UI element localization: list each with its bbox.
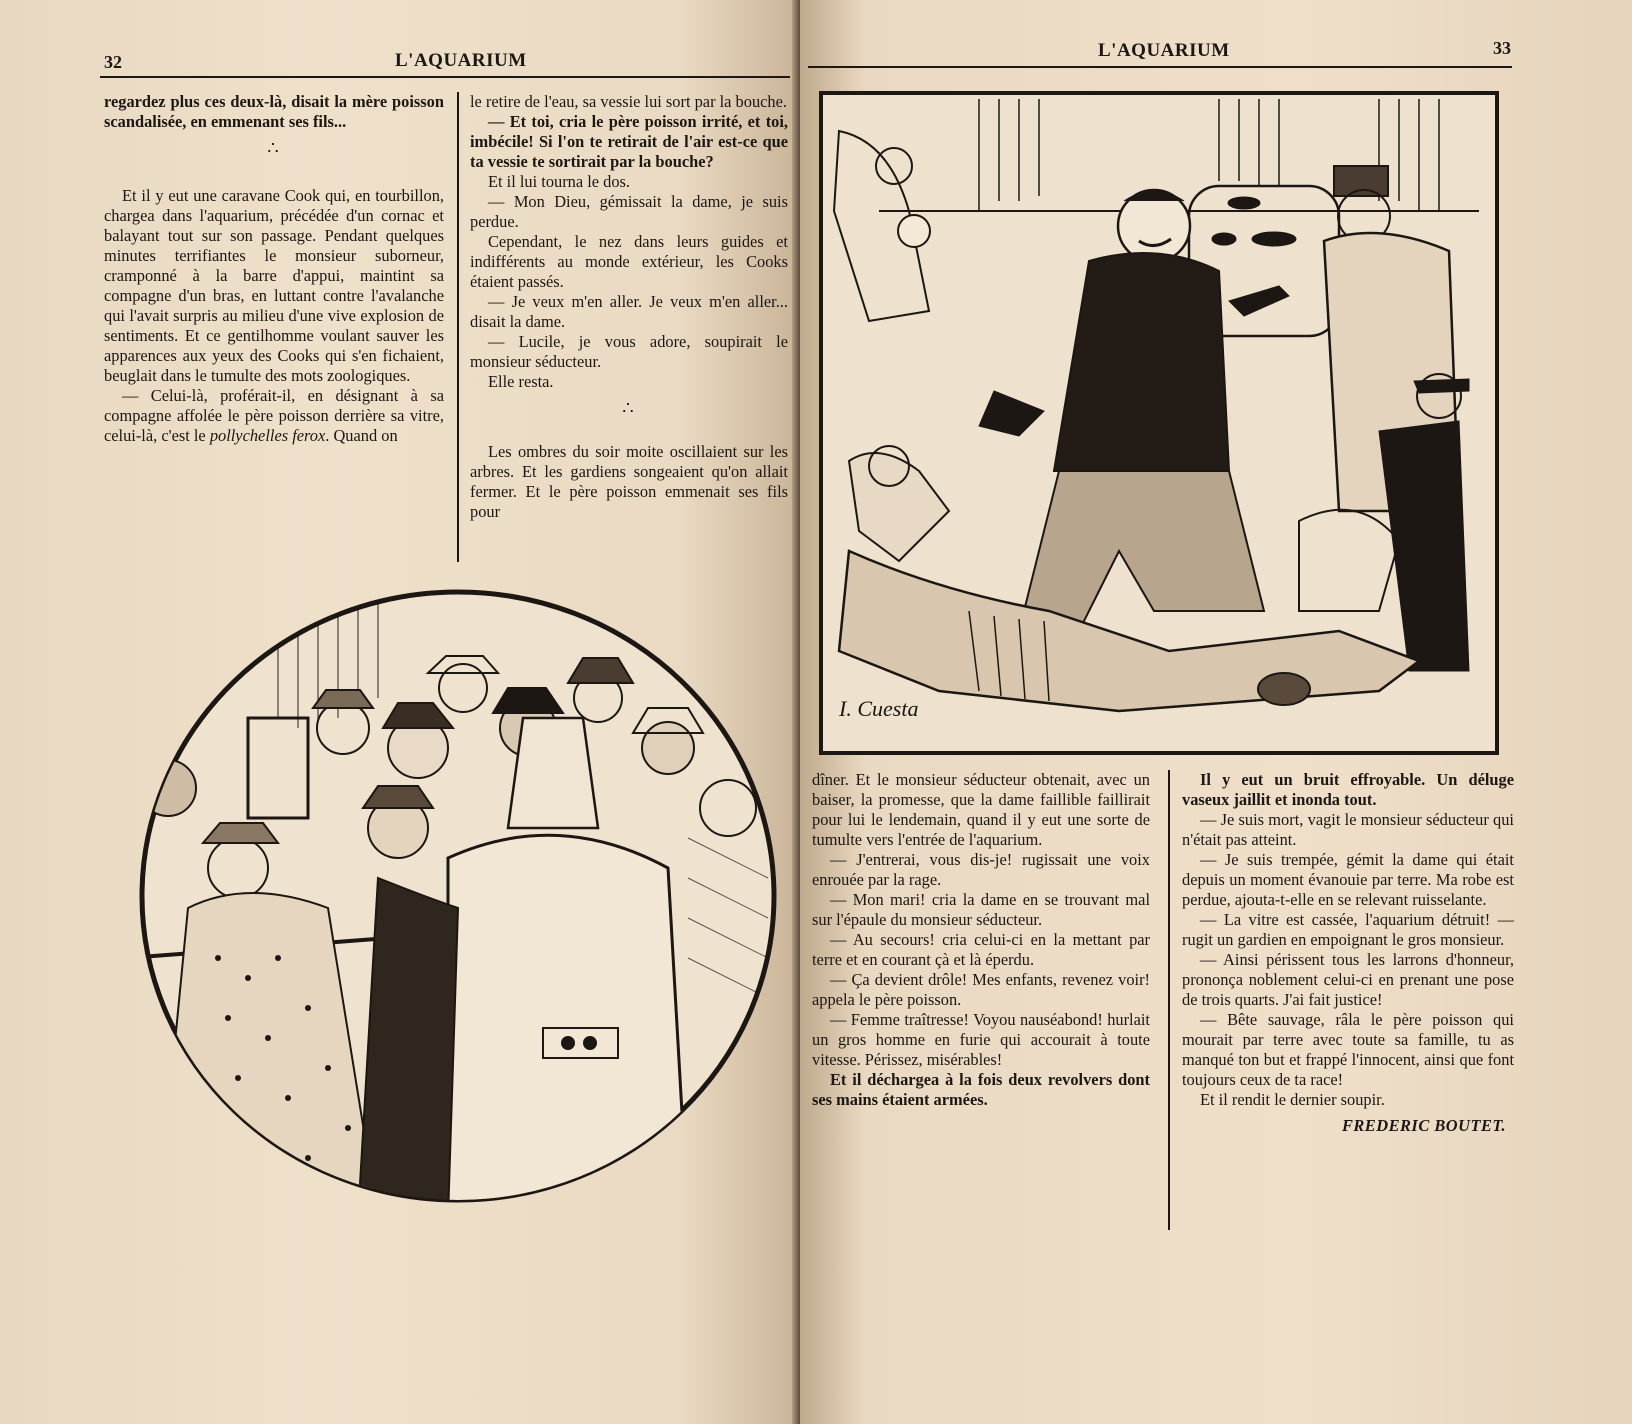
paragraph: Et il déchargea à la fois deux revolvers dont ses mains étaient armées. — [812, 1070, 1150, 1109]
running-title: L'AQUARIUM — [395, 50, 527, 71]
paragraph: — Celui-là, proférait-il, en désignant à sa compagne affolée le père poisson derrière sa vitre, celui-là, c'est le pollychelles ferox. Quand on — [104, 386, 444, 445]
paragraph: Et il y eut une caravane Cook qui, en tourbillon, chargea dans l'aquarium, précédée d'un cornac et balayant tout sur son passage. Pendant quelques minutes terrifiantes le monsieur suborneur, cramponné à la barre d'appui, maintint sa compagne d'un bras, en luttant contre l'avalanche qui l'avait surpris au milieu d'une vive explosion de sentiments. Et ce gentilhomme voulant sauver les apparences aux yeux des Cooks qui s'en fichaient, beuglait dans le tumulte des mots zoologiques. — [104, 186, 444, 385]
column-1 — [104, 92, 444, 446]
paragraph: Il y eut un bruit effroyable. Un déluge vaseux jaillit et inonda tout. — [1182, 770, 1514, 809]
italic-term: pollychelles ferox — [209, 426, 326, 445]
paragraph: — La vitre est cassée, l'aquarium détruit! — rugit un gardien en empoignant le gros monsieur. — [1182, 910, 1514, 949]
paragraph: — Ça devient drôle! Mes enfants, revenez voir! appela le père poisson. — [812, 970, 1150, 1009]
page-number: 32 — [104, 52, 122, 72]
illustration-signature: I. Cuesta — [839, 696, 919, 721]
column-1 — [812, 770, 1150, 1110]
paragraph: — Femme traîtresse! Voyou nauséabond! hurlait un gros homme en furie qui accourait à toute vitesse. Périssez, misérables! — [812, 1010, 1150, 1069]
aquarium-scene-illustration — [819, 91, 1499, 755]
column-divider — [457, 92, 459, 562]
paragraph: regardez plus ces deux-là, disait la mère poisson scandalisée, en emmenant ses fils... — [104, 92, 444, 131]
paragraph: dîner. Et le monsieur séducteur obtenait, avec un baiser, la promesse, que la dame faillible faillirait pour lui le lendemain, quand il y eut une sorte de tumulte vers l'entrée de l'aquarium. — [812, 770, 1150, 849]
paragraph: — Et toi, cria le père poisson irrité, et toi, imbécile! Si l'on te retirait de l'air est-ce que ta vessie te sortirait par la bouche? — [470, 112, 788, 171]
paragraph: Cependant, le nez dans leurs guides et indifférents au monde extérieur, les Cooks étaient passés. — [470, 232, 788, 291]
column-2 — [470, 92, 788, 522]
page-number: 33 — [1493, 38, 1511, 58]
paragraph: Et il lui tourna le dos. — [488, 172, 631, 191]
paragraph: Les ombres du soir moite oscillaient sur les arbres. Et les gardiens songeaient qu'on allait fermer. Et le père poisson emmenait ses fils pour — [470, 442, 788, 521]
left-page — [0, 0, 800, 1424]
running-title: L'AQUARIUM — [1098, 40, 1230, 61]
ornament: ∴ — [267, 138, 281, 158]
column-2 — [1182, 770, 1514, 1136]
ornament: ∴ — [622, 398, 636, 418]
paragraph: — Au secours! cria celui-ci en la mettant par terre et en courant çà et là éperdu. — [812, 930, 1150, 969]
paragraph: — Je suis trempée, gémit la dame qui était depuis un moment évanouie par terre. Ma robe est perdue, ajouta-t-elle en se relevant ruisselante. — [1182, 850, 1514, 909]
paragraph: — Bête sauvage, râla le père poisson qui mourait par terre avec toute sa famille, tu as manqué ton but et frappé l'innocent, ainsi que font toujours ceux de ta race! — [1182, 1010, 1514, 1089]
header-rule — [100, 76, 790, 78]
paragraph: — J'entrerai, vous dis-je! rugissait une voix enrouée par la rage. — [812, 850, 1150, 889]
column-divider — [1168, 770, 1170, 1230]
header-rule — [808, 66, 1512, 68]
paragraph: — Ainsi périssent tous les larrons d'honneur, prononça noblement celui-ci en prenant une pose de trois quarts. J'ai fait justice! — [1182, 950, 1514, 1009]
paragraph: — Lucile, je vous adore, soupirait le monsieur séducteur. — [470, 332, 788, 371]
paragraph: — Je veux m'en aller. Je veux m'en aller... disait la dame. — [470, 292, 788, 331]
paragraph: Elle resta. — [488, 372, 554, 391]
author-signature: FREDERIC BOUTET. — [1341, 1116, 1506, 1135]
paragraph: le retire de l'eau, sa vessie lui sort par la bouche. — [470, 92, 787, 111]
crowd-illustration — [128, 578, 788, 1218]
paragraph: — Je suis mort, vagit le monsieur séducteur qui n'était pas atteint. — [1182, 810, 1514, 849]
paragraph: — Mon mari! cria la dame en se trouvant mal sur l'épaule du monsieur séducteur. — [812, 890, 1150, 929]
paragraph: — Mon Dieu, gémissait la dame, je suis perdue. — [470, 192, 788, 231]
right-page — [800, 0, 1632, 1424]
paragraph: Et il rendit le dernier soupir. — [1200, 1090, 1385, 1109]
